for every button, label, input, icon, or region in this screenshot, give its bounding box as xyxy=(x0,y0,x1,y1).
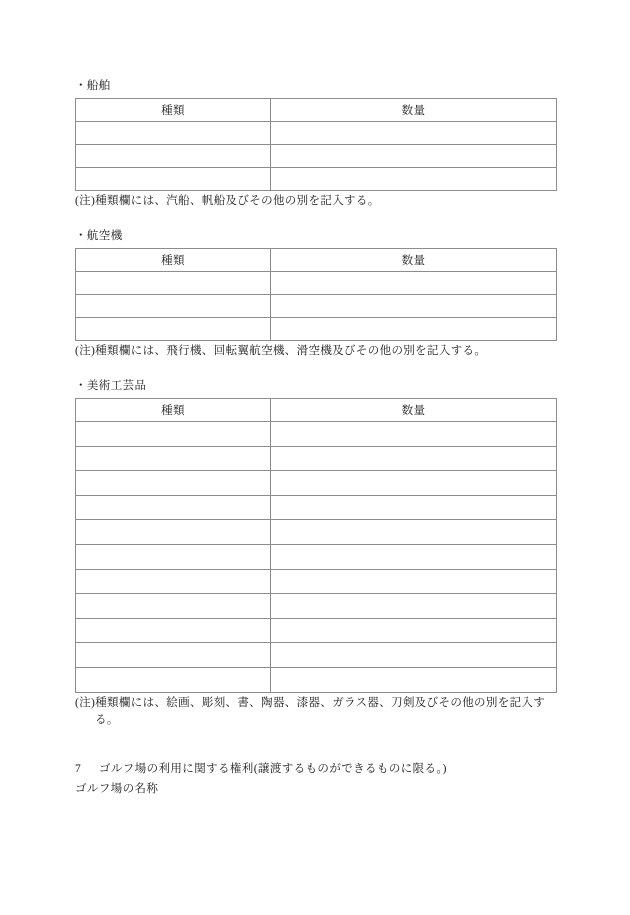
table-row xyxy=(76,295,557,318)
table-note-aircraft xyxy=(75,343,556,360)
cell-quantity[interactable] xyxy=(271,594,557,619)
table-row xyxy=(76,145,557,168)
section-artcraft xyxy=(75,378,556,729)
cell-quantity[interactable] xyxy=(271,569,557,594)
table-row xyxy=(76,318,557,341)
bullet-marker: ・ xyxy=(75,380,87,392)
section-heading-artcraft xyxy=(75,378,556,394)
table-header-row xyxy=(76,249,557,272)
cell-quantity[interactable] xyxy=(271,495,557,520)
table-row xyxy=(76,520,557,545)
cell-kind[interactable] xyxy=(76,446,271,471)
cell-kind[interactable] xyxy=(76,168,271,191)
section-heading-ship xyxy=(75,78,556,94)
cell-quantity[interactable] xyxy=(271,145,557,168)
column-header-kind: 種類 xyxy=(76,399,271,422)
note-line: (注)種類欄には、汽船、帆船及びその他の別を記入する。 xyxy=(75,195,380,207)
cell-quantity[interactable] xyxy=(271,168,557,191)
cell-quantity[interactable] xyxy=(271,520,557,545)
cell-kind[interactable] xyxy=(76,145,271,168)
cell-quantity[interactable] xyxy=(271,272,557,295)
table-note-artcraft xyxy=(75,695,556,729)
cell-kind[interactable] xyxy=(76,318,271,341)
asset-table-ship xyxy=(75,98,557,191)
table-row xyxy=(76,446,557,471)
document-content xyxy=(75,78,556,799)
section-aircraft xyxy=(75,228,556,360)
table-row xyxy=(76,618,557,643)
column-header-kind: 種類 xyxy=(76,249,271,272)
cell-kind[interactable] xyxy=(76,618,271,643)
note-line-continuation: る。 xyxy=(95,713,119,726)
table-row xyxy=(76,569,557,594)
table-row xyxy=(76,594,557,619)
section-spacer xyxy=(75,729,556,759)
asset-table-artcraft xyxy=(75,398,557,693)
cell-quantity[interactable] xyxy=(271,643,557,668)
table-row xyxy=(76,272,557,295)
golf-course-name-label: ゴルフ場の名称 xyxy=(75,782,159,795)
table-row xyxy=(76,667,557,692)
table-header-row xyxy=(76,99,557,122)
cell-quantity[interactable] xyxy=(271,544,557,569)
note-line: (注)種類欄には、絵画、彫刻、書、陶器、漆器、ガラス器、刀剣及びその他の別を記入す xyxy=(75,696,546,709)
bullet-marker: ・ xyxy=(75,80,87,92)
table-row xyxy=(76,471,557,496)
cell-kind[interactable] xyxy=(76,495,271,520)
column-header-quantity: 数量 xyxy=(271,399,557,422)
cell-quantity[interactable] xyxy=(271,667,557,692)
section-heading-aircraft xyxy=(75,228,556,244)
cell-kind[interactable] xyxy=(76,272,271,295)
section-heading-label: 船舶 xyxy=(86,80,111,92)
table-header-row xyxy=(76,399,557,422)
cell-kind[interactable] xyxy=(76,643,271,668)
table-row xyxy=(76,122,557,145)
cell-kind[interactable] xyxy=(76,471,271,496)
cell-quantity[interactable] xyxy=(271,422,557,447)
cell-kind[interactable] xyxy=(76,295,271,318)
table-row xyxy=(76,544,557,569)
cell-kind[interactable] xyxy=(76,422,271,447)
column-header-kind: 種類 xyxy=(76,99,271,122)
cell-quantity[interactable] xyxy=(271,618,557,643)
cell-quantity[interactable] xyxy=(271,471,557,496)
cell-quantity[interactable] xyxy=(271,295,557,318)
cell-kind[interactable] xyxy=(76,667,271,692)
cell-quantity[interactable] xyxy=(271,446,557,471)
column-header-quantity: 数量 xyxy=(271,249,557,272)
cell-kind[interactable] xyxy=(76,569,271,594)
section-spacer xyxy=(75,210,556,228)
cell-kind[interactable] xyxy=(76,594,271,619)
cell-quantity[interactable] xyxy=(271,318,557,341)
column-header-quantity: 数量 xyxy=(271,99,557,122)
bullet-marker: ・ xyxy=(75,230,87,242)
section-heading-label: 美術工芸品 xyxy=(86,380,147,392)
section-spacer xyxy=(75,360,556,378)
numbered-section-golf xyxy=(75,759,556,799)
section-heading-label: 航空機 xyxy=(86,230,123,242)
cell-kind[interactable] xyxy=(76,544,271,569)
cell-kind[interactable] xyxy=(76,122,271,145)
numbered-item-heading xyxy=(75,759,556,779)
item-number: 7 xyxy=(75,762,82,775)
table-row xyxy=(76,643,557,668)
cell-quantity[interactable] xyxy=(271,122,557,145)
table-row xyxy=(76,495,557,520)
cell-kind[interactable] xyxy=(76,520,271,545)
asset-table-aircraft xyxy=(75,248,557,341)
item-title: ゴルフ場の利用に関する権利(譲渡するものができるものに限る。) xyxy=(99,762,447,775)
section-ship xyxy=(75,78,556,210)
table-note-ship xyxy=(75,193,556,210)
table-row xyxy=(76,422,557,447)
table-row xyxy=(76,168,557,191)
note-line: (注)種類欄には、飛行機、回転翼航空機、滑空機及びその他の別を記入する。 xyxy=(75,345,487,357)
